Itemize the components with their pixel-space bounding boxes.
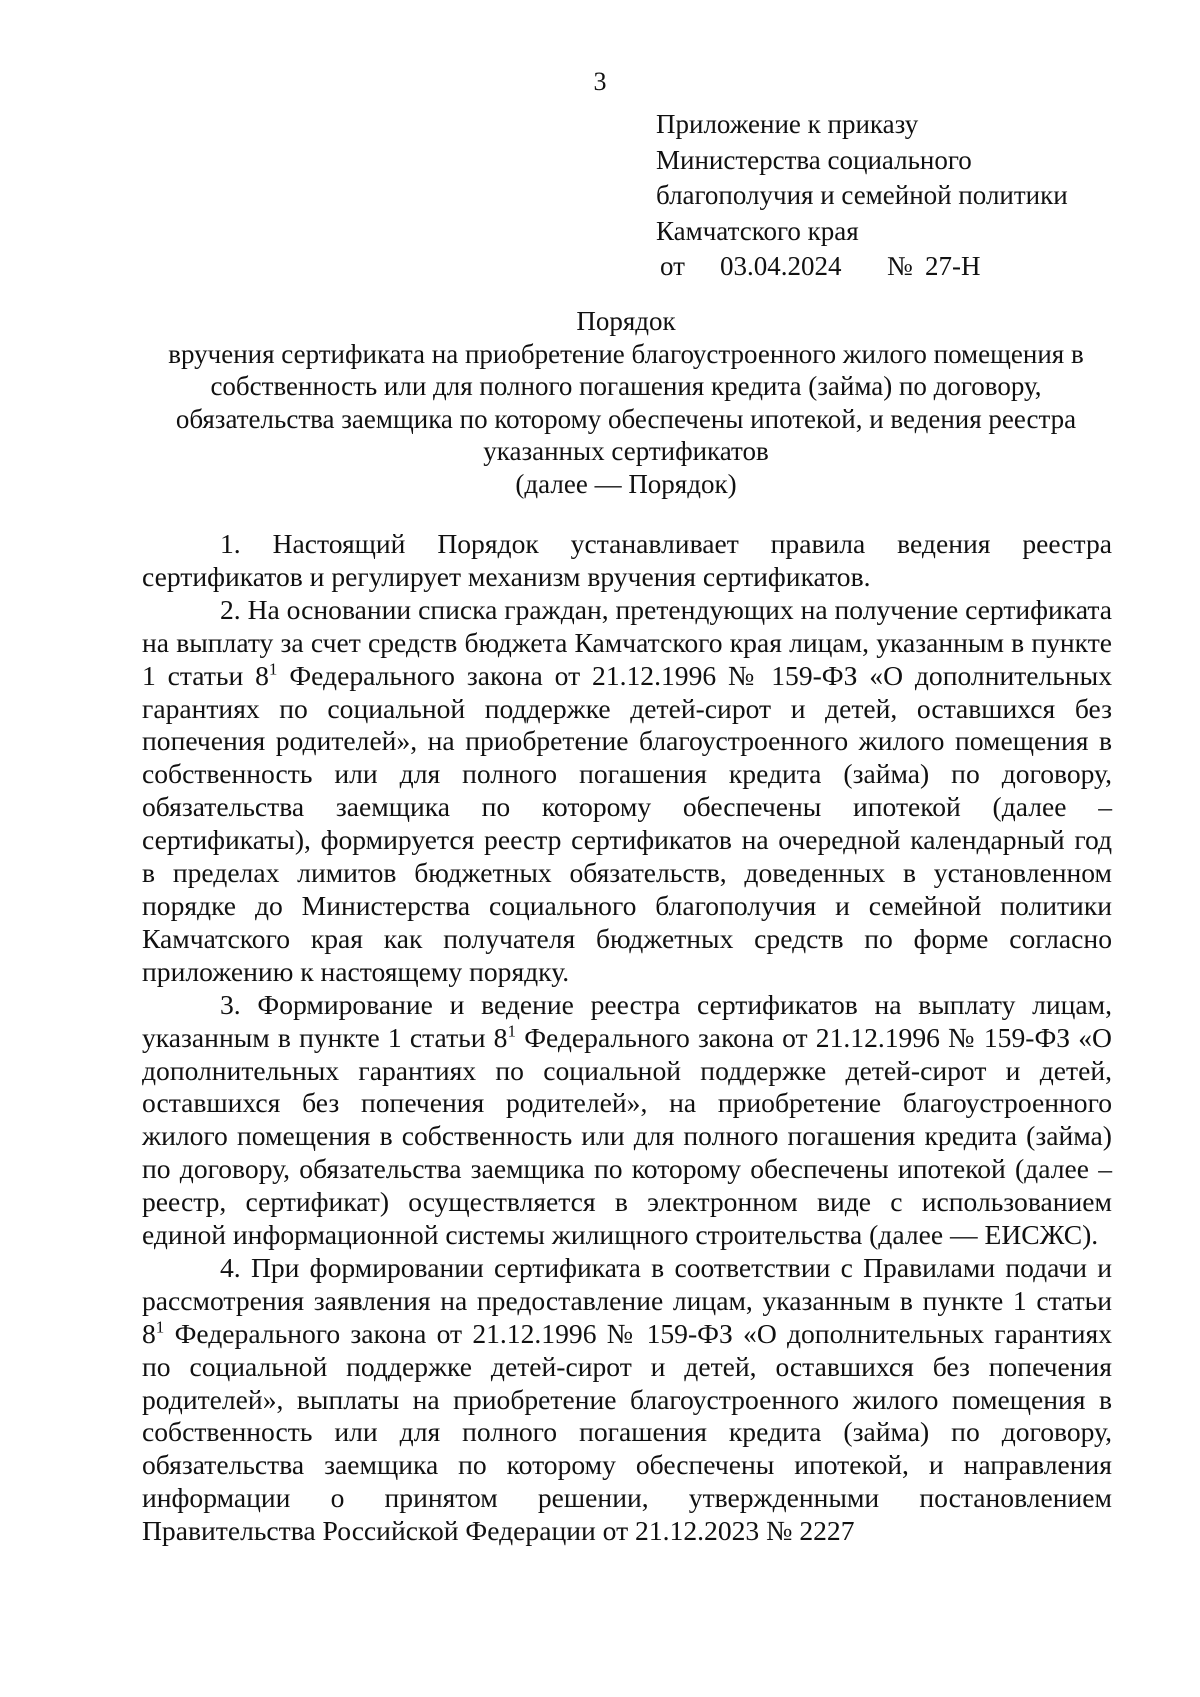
title-line-2: собственность или для полного погашения кредита (займа) по договору,	[210, 371, 1042, 401]
article-superscript: 1	[507, 1021, 517, 1041]
document-body	[142, 528, 1112, 1548]
paragraph-2	[142, 594, 1112, 989]
paragraph-3-text-start: 3. Формирование и ведение реестра сертификатов на выплату лицам, указанным в пункте 1 статьи 8	[142, 988, 1112, 1053]
annex-line-3: благополучия и семейной политики	[656, 180, 1068, 210]
annex-line-4: Камчатского края	[656, 215, 859, 246]
title-line-3: обязательства заемщика по которому обеспечены ипотекой, и ведения реестра	[175, 403, 1077, 434]
order-date: 03.04.2024	[720, 251, 842, 281]
paragraph-2-text-start: 2. На основании списка граждан, претендующих на получение сертификата на выплату за счет средств бюджета Камчатского края лицам, указанным в пункте 1 статьи 8	[142, 593, 1112, 691]
order-from-label: от	[660, 251, 685, 281]
title-line-1: вручения сертификата на приобретение благоустроенного жилого помещения в	[168, 338, 1084, 369]
annex-header	[656, 107, 1068, 285]
annex-line-2: Министерства социального	[656, 144, 972, 175]
paragraph-3-text-end: Федерального закона от 21.12.1996 № 159-ФЗ «О дополнительных гарантиях по социальной поддержке детей-сирот и детей, оставшихся без попечения родителей», на приобретение благоустроенного жилого помещения в собственность или для полного погашения кредита (займа) по договору, обязательства заемщика по которому обеспечены ипотекой (далее – реестр, сертификат) осуществляется в электронном виде с использованием единой информационной системы жилищного строительства (далее — ЕИСЖС).	[142, 1021, 1112, 1251]
title-line-5: (далее — Порядок)	[515, 468, 737, 499]
article-superscript: 1	[268, 659, 278, 679]
paragraph-4	[142, 1252, 1112, 1548]
paragraph-4-text-start: 4. При формировании сертификата в соответствии с Правилами подачи и рассмотрения заявления на предоставление лицам, указанным в пункте 1 статьи 8	[142, 1251, 1112, 1349]
paragraph-3	[142, 989, 1112, 1252]
annex-line-1: Приложение к приказу	[656, 109, 919, 139]
order-number: 27-Н	[925, 251, 981, 281]
paragraph-2-text-end: Федерального закона от 21.12.1996 № 159-ФЗ «О дополнительных гарантиях по социальной поддержке детей-сирот и детей, оставшихся без попечения родителей», на приобретение благоустроенного жилого помещения в собственность или для полного погашения кредита (займа) по договору, обязательства заемщика по которому обеспечены ипотекой (далее – сертификаты), формируется реестр сертификатов на очередной календарный год в пределах лимитов бюджетных обязательств, доведенных в установленном порядке до Министерства социального благополучия и семейной политики Камчатского края как получателя бюджетных средств по форме согласно приложению к настоящему порядку.	[142, 659, 1112, 987]
document-title	[140, 305, 1112, 500]
paragraph-4-text-end: Федерального закона от 21.12.1996 № 159-ФЗ «О дополнительных гарантиях по социальной поддержке детей-сирот и детей, оставшихся без попечения родителей», выплаты на приобретение благоустроенного жилого помещения в собственность или для полного погашения кредита (займа) по договору, обязательства заемщика по которому обеспечены ипотекой, и направления информации о принятом решении, утвержденными постановлением Правительства Российской Федерации от 21.12.2023 № 2227	[142, 1317, 1112, 1547]
title-heading: Порядок	[576, 306, 676, 336]
title-line-4: указанных сертификатов	[483, 436, 769, 466]
order-reference	[656, 249, 1068, 285]
order-number-label: №	[887, 251, 913, 281]
page-number: 3	[593, 67, 607, 96]
paragraph-1: 1. Настоящий Порядок устанавливает правила ведения реестра сертификатов и регулирует механизм вручения сертификатов.	[142, 528, 1112, 592]
article-superscript: 1	[155, 1317, 165, 1337]
